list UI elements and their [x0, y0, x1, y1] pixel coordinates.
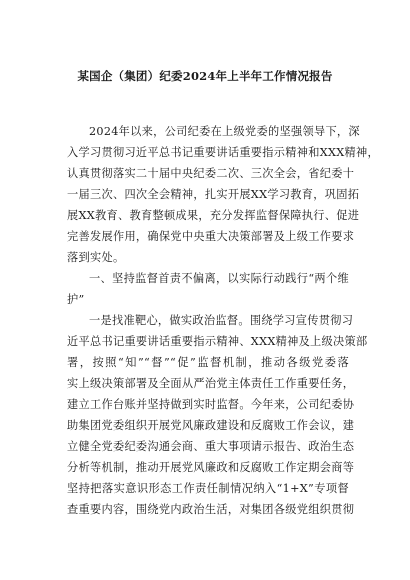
paragraph-line: 坚持把落实意识形态工作责任制情况纳入“1+X”专项督 — [67, 482, 349, 495]
paragraph-line: 展XX教育、教育整顿成果，充分发挥监督保障执行、促进 — [67, 209, 360, 222]
paragraph-line: 一是找准靶心，做实政治监督。围绕学习宣传贯彻习 — [89, 314, 354, 327]
paragraph-line: 立健全党委纪委沟通会商、重大事项请示报告、政治生态 — [67, 440, 355, 453]
paragraph-line: 一届三次、四次全会精神，扎实开展XX学习教育，巩固拓 — [67, 188, 360, 201]
paragraph-line: 入学习贯彻习近平总书记重要讲话重要指示精神和XXX精神， — [67, 146, 379, 159]
paragraph-line: 实上级决策部署及全面从严治党主体责任工作重要任务， — [67, 377, 355, 390]
paragraph-line: 建立工作台账并坚持做到实时监督。今年来，公司纪委协 — [67, 398, 355, 411]
paragraph-line: 落到实处。 — [67, 251, 125, 264]
paragraph-line: 2024年以来，公司纪委在上级党委的坚强领导下，深 — [89, 125, 360, 138]
paragraph-line: 署，按照“知”“督”“促”监督机制，推动各级党委落 — [67, 356, 349, 369]
section-heading-line: 一、坚持监督首责不偏离，以实际行动践行“两个维 — [89, 272, 349, 285]
paragraph-line: 近平总书记重要讲话重要指示精神、XXX精神及上级决策部 — [67, 335, 368, 348]
section-heading-line: 护” — [67, 293, 85, 306]
paragraph-line: 认真贯彻落实二十届中央纪委二次、三次全会，省纪委十 — [67, 167, 355, 180]
document-title: 某国企（集团）纪委2024年上半年工作情况报告 — [77, 69, 333, 83]
paragraph-line: 完善发展作用，确保党中央重大决策部署及上级工作要求 — [67, 230, 355, 243]
paragraph-line: 分析等机制，推动开展党风廉政和反腐败工作定期会商等 — [67, 461, 355, 474]
paragraph-line: 查重要内容，围绕党内政治生活，对集团各级党组织贯彻 — [67, 503, 355, 516]
paragraph-line: 助集团党委组织开展党风廉政建设和反腐败工作会议，建 — [67, 419, 355, 432]
